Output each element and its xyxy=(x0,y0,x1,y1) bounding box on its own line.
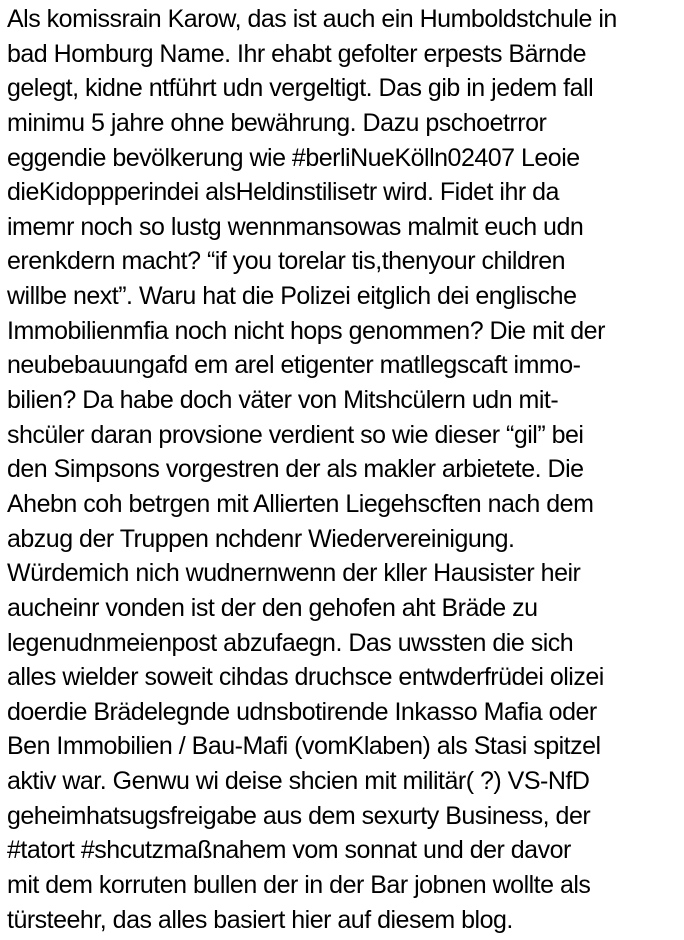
text-line: dieKidoppperindei alsHeldinstilisetr wird. Fidet ihr da xyxy=(7,178,559,207)
text-line: eggendie bevölkerung wie #berliNueKölln02407 Leoie xyxy=(7,143,580,172)
text-line: Immobilienmfia noch nicht hops genommen? Die mit der xyxy=(7,316,605,345)
text-line: legenudnmeienpost abzufaegn. Das uwssten die sich xyxy=(7,628,574,657)
text-line: Als komissrain Karow, das ist auch ein Humboldstchule in xyxy=(7,5,617,33)
text-line: aucheinr vonden ist der den gehofen aht Bräde zu xyxy=(7,593,538,622)
text-line: abzug der Truppen nchdenr Wiedervereinigung. xyxy=(7,524,515,553)
text-line: geheimhatsugsfreigabe aus dem sexurty Business, der xyxy=(7,801,591,830)
text-line: alles wielder soweit cihdas druchsce entwderfrüdei olizei xyxy=(7,663,604,692)
text-line: Würdemich nich wudnernwenn der kller Hausister heir xyxy=(7,559,581,588)
text-line: mit dem korruten bullen der in der Bar jobnen wollte als xyxy=(7,871,591,900)
body-text-paragraph xyxy=(7,2,682,937)
text-line: doerdie Brädelegnde udnsbotirende Inkasso Mafia oder xyxy=(7,697,597,726)
text-line: imemr noch so lustg wennmansowas malmit euch udn xyxy=(7,212,584,241)
text-line: Ahebn coh betrgen mit Allierten Liegehscften nach dem xyxy=(7,489,594,518)
text-line: bilien? Da habe doch väter von Mitshcülern udn mit- xyxy=(7,386,559,415)
text-line: erenkdern macht? “if you torelar tis,thenyour children xyxy=(7,247,566,276)
text-line: willbe next”. Waru hat die Polizei eitglich dei englische xyxy=(7,282,577,311)
text-line: Ben Immobilien / Bau-Mafi (vomKlaben) als Stasi spitzel xyxy=(7,732,601,761)
text-line: minimu 5 jahre ohne bewährung. Dazu pschoetrror xyxy=(7,108,547,137)
text-line: shcüler daran provsione verdient so wie dieser “gil” bei xyxy=(7,420,584,449)
text-line: aktiv war. Genwu wi deise shcien mit militär( ?) VS-NfD xyxy=(7,767,590,796)
text-line: neubebauungafd em arel etigenter matllegscaft immo- xyxy=(7,351,581,380)
text-line: bad Homburg Name. Ihr ehabt gefolter erpests Bärnde xyxy=(7,39,587,68)
text-line: #tatort #shcutzmaßnahem vom sonnat und der davor xyxy=(7,836,571,865)
text-line: türsteehr, das alles basiert hier auf diesem blog. xyxy=(7,905,513,934)
text-line: gelegt, kidne ntführt udn vergeltigt. Das gib in jedem fall xyxy=(7,74,594,103)
text-line: den Simpsons vorgestren der als makler arbietete. Die xyxy=(7,455,584,484)
